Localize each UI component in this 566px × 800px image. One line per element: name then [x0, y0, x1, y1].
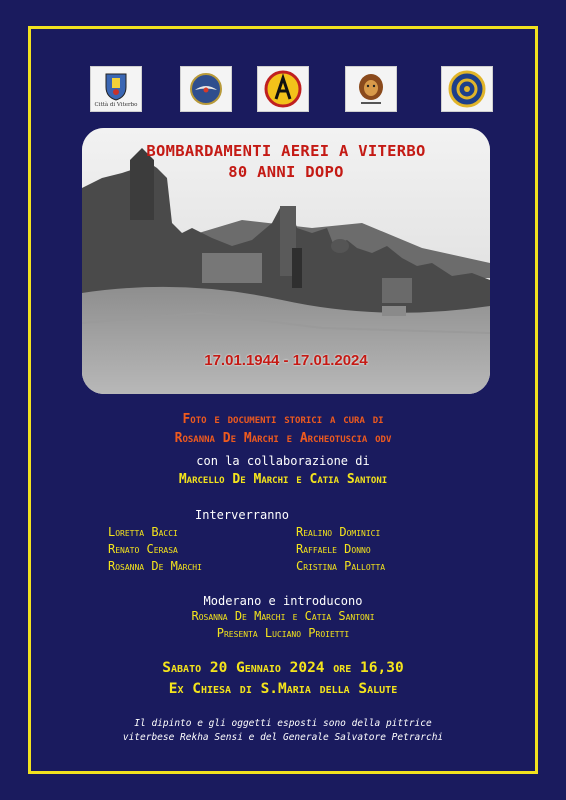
- viterbo-crest-icon: [90, 66, 142, 112]
- moderators-names: Rosanna De Marchi e Catia Santoni: [191, 609, 375, 623]
- credits-line2: Rosanna De Marchi e Archeotuscia odv: [174, 431, 392, 446]
- speaker-name: Raffaele Donno: [296, 542, 371, 556]
- lion-emblem-icon: [345, 66, 397, 112]
- speakers-left-column: [108, 524, 202, 575]
- poster-title-line1: BOMBARDAMENTI AEREI A VITERBO: [146, 142, 426, 160]
- event-date-time: Sabato 20 Gennaio 2024 ore 16,30: [162, 660, 404, 676]
- poster-dates: 17.01.1944 - 17.01.2024: [204, 352, 368, 369]
- event-venue: Ex Chiesa di S.Maria della Salute: [168, 681, 398, 697]
- collab-label: con la collaborazione di: [196, 454, 370, 468]
- sponsor-logos: [0, 66, 566, 116]
- historic-photo: [82, 128, 490, 394]
- viterbo-logo-text: Città di Viterbo: [94, 101, 138, 108]
- speaker-name: Realino Dominici: [296, 525, 381, 539]
- credits-line1: Foto e documenti storici a cura di: [182, 412, 384, 427]
- rotary-wheel-icon: [441, 66, 493, 112]
- moderators-label: Moderano e introducono: [203, 594, 363, 608]
- speaker-name: Loretta Bacci: [108, 525, 178, 539]
- presenter: Presenta Luciano Proietti: [216, 626, 350, 640]
- speaker-name: Rosanna De Marchi: [108, 559, 202, 573]
- speaker-name: Renato Cerasa: [108, 542, 178, 556]
- footnote-line2: viterbese Rekha Sensi e del Generale Salvatore Petrarchi: [122, 732, 444, 743]
- speakers-right-column: [296, 524, 385, 575]
- speakers-label: Interverranno: [195, 508, 289, 522]
- air-force-badge-icon: [180, 66, 232, 112]
- archeotuscia-logo-icon: [257, 66, 309, 112]
- poster-title-line2: 80 ANNI DOPO: [228, 163, 344, 181]
- speaker-name: Cristina Pallotta: [296, 559, 386, 573]
- footnote-line1: Il dipinto e gli oggetti esposti sono della pittrice: [134, 718, 432, 729]
- collab-names: Marcello De Marchi e Catia Santoni: [178, 472, 388, 487]
